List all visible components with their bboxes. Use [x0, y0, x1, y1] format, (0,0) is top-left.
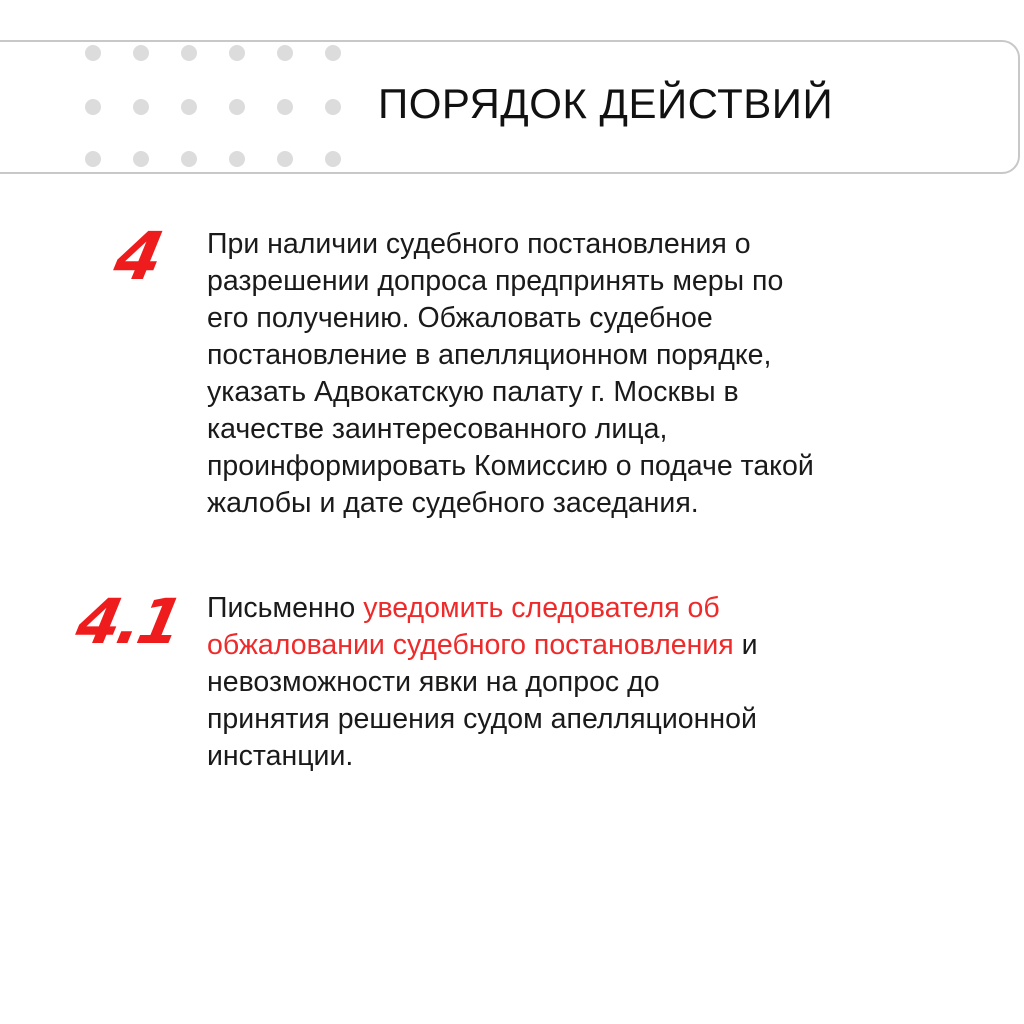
dot-icon: [325, 99, 341, 115]
decorative-dot-grid: [85, 45, 355, 170]
dot-icon: [181, 99, 197, 115]
dot-icon: [277, 99, 293, 115]
dot-icon: [325, 45, 341, 61]
dot-icon: [181, 45, 197, 61]
dot-icon: [133, 151, 149, 167]
dot-icon: [133, 45, 149, 61]
dot-icon: [181, 151, 197, 167]
step-text-4-1-tail: и невозможности явки на допрос до принятия решения судом апелляционной инстанции.: [207, 629, 758, 772]
dot-icon: [133, 99, 149, 115]
dot-icon: [325, 151, 341, 167]
step-text-4-1-lead: Письменно: [207, 592, 364, 624]
step-number-4: 4: [107, 218, 171, 295]
dot-icon: [85, 99, 101, 115]
step-text-4-1: [207, 590, 997, 775]
step-text-4: При наличии судебного постановления о разрешении допроса предпринять меры по его получению. Обжаловать судебное постановление в апелляционном порядке, указать Адвокатскую палату г. Москвы в качестве заинтересованного лица, проинформировать Комиссию о подаче такой жалобы и дате судебного заседания.: [207, 228, 814, 519]
step-text-4-1-highlight: уведомить следователя об обжаловании судебного постановления: [207, 592, 734, 661]
step-number-4-1: 4.1: [70, 585, 187, 658]
page-title: ПОРЯДОК ДЕЙСТВИЙ: [378, 80, 834, 127]
dot-icon: [229, 45, 245, 61]
dot-icon: [229, 151, 245, 167]
dot-icon: [85, 151, 101, 167]
dot-icon: [277, 151, 293, 167]
dot-icon: [229, 99, 245, 115]
dot-icon: [277, 45, 293, 61]
dot-icon: [85, 45, 101, 61]
